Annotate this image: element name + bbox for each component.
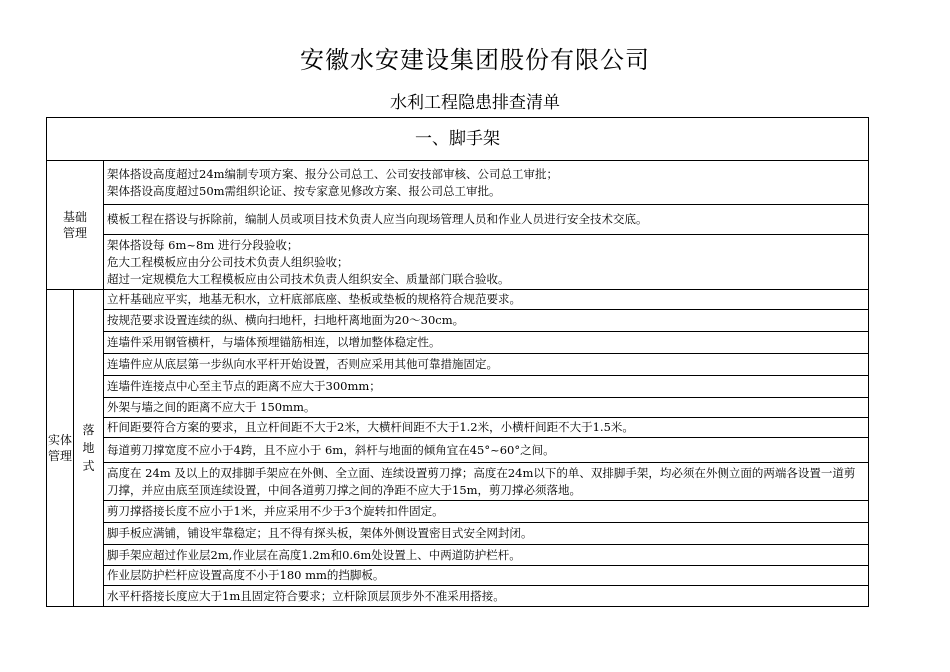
table-row [47, 566, 869, 586]
section-title: 一、脚手架 [47, 118, 869, 161]
table-row [47, 354, 869, 376]
item-line: 外架与墙之间的距离不应大于 150mm。 [107, 400, 316, 414]
item-cell [104, 235, 869, 290]
item-line: 危大工程模板应由分公司技术负责人组织验收； [107, 254, 349, 269]
category-label: 实体 管理 [47, 433, 72, 463]
item-line: 作业层防护栏杆应设置高度不小于180 mm的挡脚板。 [107, 568, 385, 582]
table-row [47, 438, 869, 463]
item-cell [104, 418, 869, 438]
table-row [47, 501, 869, 523]
table-row [47, 523, 869, 545]
document-subtitle: 水利工程隐患排查清单 [390, 93, 560, 113]
item-line: 连墙件连接点中心至主节点的距离不应大于300mm； [107, 379, 381, 393]
table-row [47, 376, 869, 398]
item-line: 模板工程在搭设与拆除前，编制人员或项目技术负责人应当向现场管理人员和作业人员进行安全技术交底。 [107, 212, 648, 226]
item-cell [104, 376, 869, 398]
item-cell [104, 523, 869, 545]
item-cell [104, 438, 869, 463]
table-row [47, 235, 869, 290]
item-cell [104, 545, 869, 566]
item-cell [104, 501, 869, 523]
item-cell [104, 463, 869, 501]
item-cell [104, 310, 869, 332]
item-cell [104, 161, 869, 205]
subcategory-cell-ground [74, 290, 104, 607]
section-header-row [47, 118, 869, 161]
item-line: 脚手板应满铺，铺设牢靠稳定；且不得有探头板，架体外侧设置密目式安全网封闭。 [107, 526, 533, 540]
item-line: 高度在 24m 及以上的双排脚手架应在外侧、全立面、连续设置剪刀撑；高度在24m以下的单、双排脚手架，均必须在外侧立面的两端各设置一道剪刀撑，并应由底至顶连续设置，中间各道剪刀撑之间的净距不应大于15m，剪刀撑必须落地。 [107, 465, 856, 497]
item-line: 按规范要求设置连续的纵、横向扫地杆，扫地杆离地面为20～30cm。 [107, 313, 465, 327]
table-row [47, 332, 869, 354]
table-row [47, 586, 869, 607]
table-row [47, 463, 869, 501]
category-label: 基础 管理 [62, 210, 87, 240]
item-cell [104, 205, 869, 235]
item-line: 杆间距要符合方案的要求，且立杆间距不大于2米，大横杆间距不大于1.2米，小横杆间距不大于1.5米。 [107, 420, 634, 434]
subcategory-label: 落 地 式 [82, 423, 95, 473]
item-line: 立杆基础应平实，地基无积水，立杆底部底座、垫板或垫板的规格符合规范要求。 [107, 292, 521, 306]
item-line: 水平杆搭接长度应大于1m且固定符合要求；立杆除顶层顶步外不准采用搭接。 [107, 588, 505, 603]
table-row [47, 290, 869, 310]
table-row [47, 418, 869, 438]
item-line: 架体搭设每 6m~8m 进行分段验收； [107, 237, 299, 252]
item-line: 每道剪刀撑宽度不应小于4跨，且不应小于 6m，斜杆与地面的倾角宜在45°~60°之间。 [107, 442, 555, 457]
hazard-checklist-table [46, 117, 869, 607]
item-cell [104, 398, 869, 418]
table-row [47, 310, 869, 332]
company-name: 安徽水安建设集团股份有限公司 [300, 46, 650, 74]
item-line: 连墙件采用钢管横杆，与墙体预埋锚筋相连，以增加整体稳定性。 [107, 335, 441, 349]
category-cell-physical [47, 290, 74, 607]
table-row [47, 161, 869, 205]
item-cell [104, 290, 869, 310]
item-line: 超过一定规模危大工程模板应由公司技术负责人组织安全、质量部门联合验收。 [107, 271, 510, 286]
item-line: 架体搭设高度超过50m需组织论证、按专家意见修改方案、报公司总工审批。 [107, 183, 501, 198]
item-line: 连墙件应从底层第一步纵向水平杆开始设置，否则应采用其他可靠措施固定。 [107, 357, 498, 371]
table-row [47, 205, 869, 235]
item-line: 架体搭设高度超过24m编制专项方案、报分公司总工、公司安技部审核、公司总工审批； [107, 166, 559, 181]
item-cell [104, 566, 869, 586]
item-cell [104, 586, 869, 607]
table-row [47, 545, 869, 566]
item-cell [104, 354, 869, 376]
item-line: 剪刀撑搭接长度不应小于1米，并应采用不少于3个旋转扣件固定。 [107, 504, 444, 518]
item-line: 脚手架应超过作业层2m,作业层在高度1.2m和0.6m处设置上、中两道防护栏杆。 [107, 547, 521, 562]
category-cell-basic [47, 161, 104, 290]
table-row [47, 398, 869, 418]
item-cell [104, 332, 869, 354]
